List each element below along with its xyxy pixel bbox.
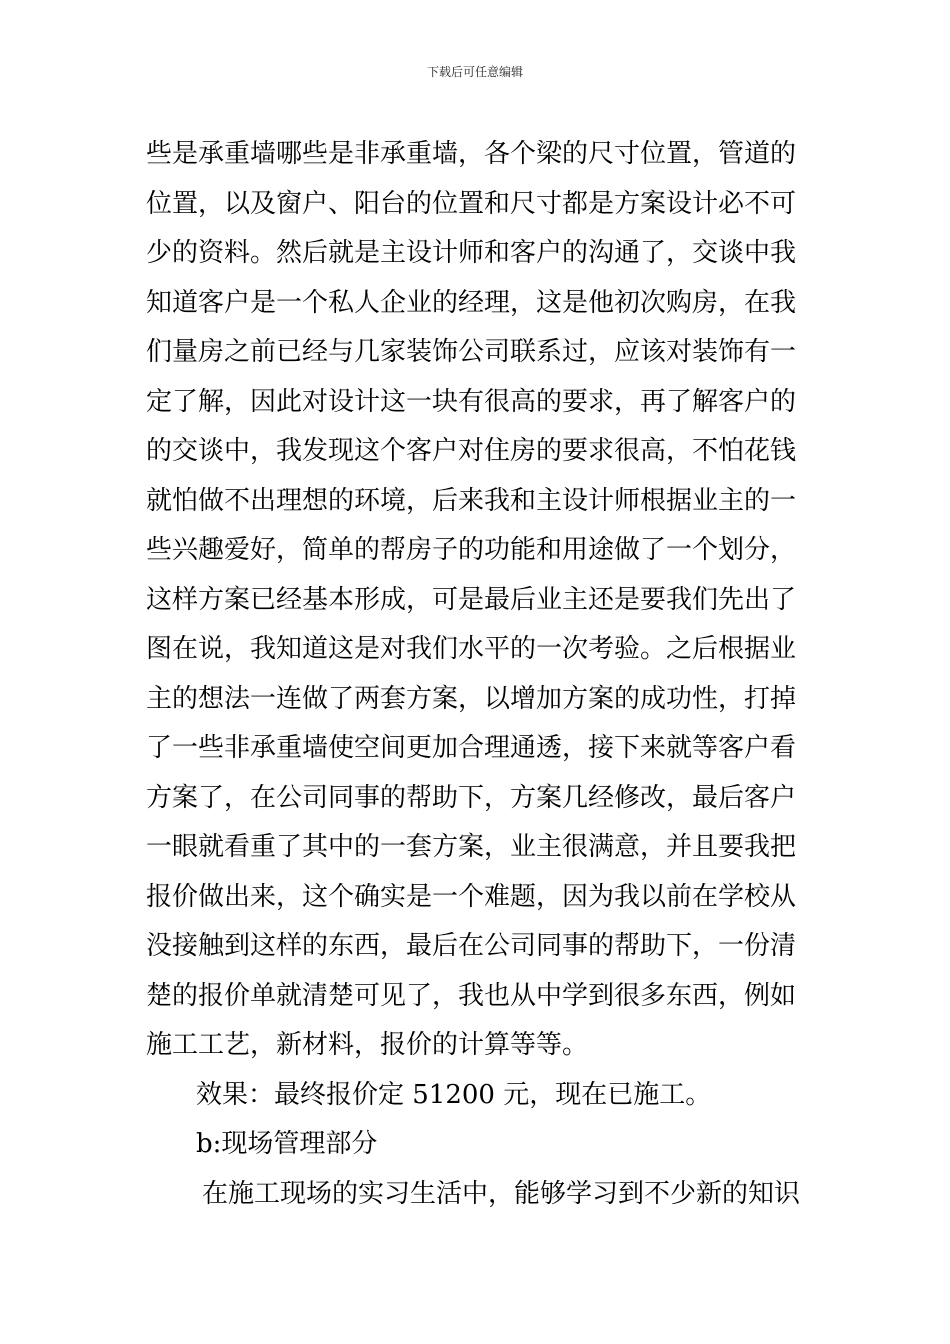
paragraph-line: 们量房之前已经与几家装饰公司联系过，应该对装饰有一: [146, 337, 797, 367]
paragraph-line: 报价做出来，这个确实是一个难题，因为我以前在学校从: [146, 881, 797, 912]
paragraph-line: 这样方案已经基本形成，可是最后业主还是要我们先出了: [146, 584, 797, 615]
paragraph-line: 定了解，因此对设计这一块有很高的要求，再了解客户的: [146, 386, 797, 417]
paragraph-line: 些是承重墙哪些是非承重墙，各个梁的尺寸位置，管道的: [146, 139, 797, 169]
paragraph-line: 方案了，在公司同事的帮助下，方案几经修改，最后客户: [146, 782, 797, 813]
paragraph-line: 的交谈中，我发现这个客户对住房的要求很高，不怕花钱: [146, 436, 797, 466]
paragraph-line: 少的资料。然后就是主设计师和客户的沟通了，交谈中我: [146, 238, 797, 268]
paragraph-line: 位置，以及窗户、阳台的位置和尺寸都是方案设计必不可: [146, 188, 797, 219]
paragraph-line: 一眼就看重了其中的一套方案，业主很满意，并且要我把: [146, 832, 797, 862]
paragraph-line: 在施工现场的实习生活中，能够学习到不少新的知识: [202, 1178, 801, 1209]
paragraph-line: 就怕做不出理想的环境，后来我和主设计师根据业主的一: [146, 485, 797, 516]
paragraph-line: 知道客户是一个私人企业的经理，这是他初次购房，在我: [146, 287, 797, 318]
body-text: [146, 130, 816, 1219]
paragraph-line: 施工工艺，新材料，报价的计算等等。: [146, 1030, 589, 1060]
paragraph-line: 些兴趣爱好，简单的帮房子的功能和用途做了一个划分，: [146, 535, 797, 565]
paragraph-line: 了一些非承重墙使空间更加合理通透，接下来就等客户看: [146, 733, 797, 763]
page-header: 下载后可任意编辑: [426, 65, 523, 79]
paragraph-line: 楚的报价单就清楚可见了，我也从中学到很多东西，例如: [146, 980, 797, 1011]
effect-line: 效果：最终报价定 51200 元，现在已施工。: [196, 1079, 712, 1110]
paragraph-line: 没接触到这样的东西，最后在公司同事的帮助下，一份清: [146, 931, 797, 961]
paragraph-line: 主的想法一连做了两套方案，以增加方案的成功性，打掉: [146, 683, 797, 714]
section-heading: b:现场管理部分: [196, 1129, 378, 1159]
paragraph-line: 图在说，我知道这是对我们水平的一次考验。之后根据业: [146, 634, 797, 664]
